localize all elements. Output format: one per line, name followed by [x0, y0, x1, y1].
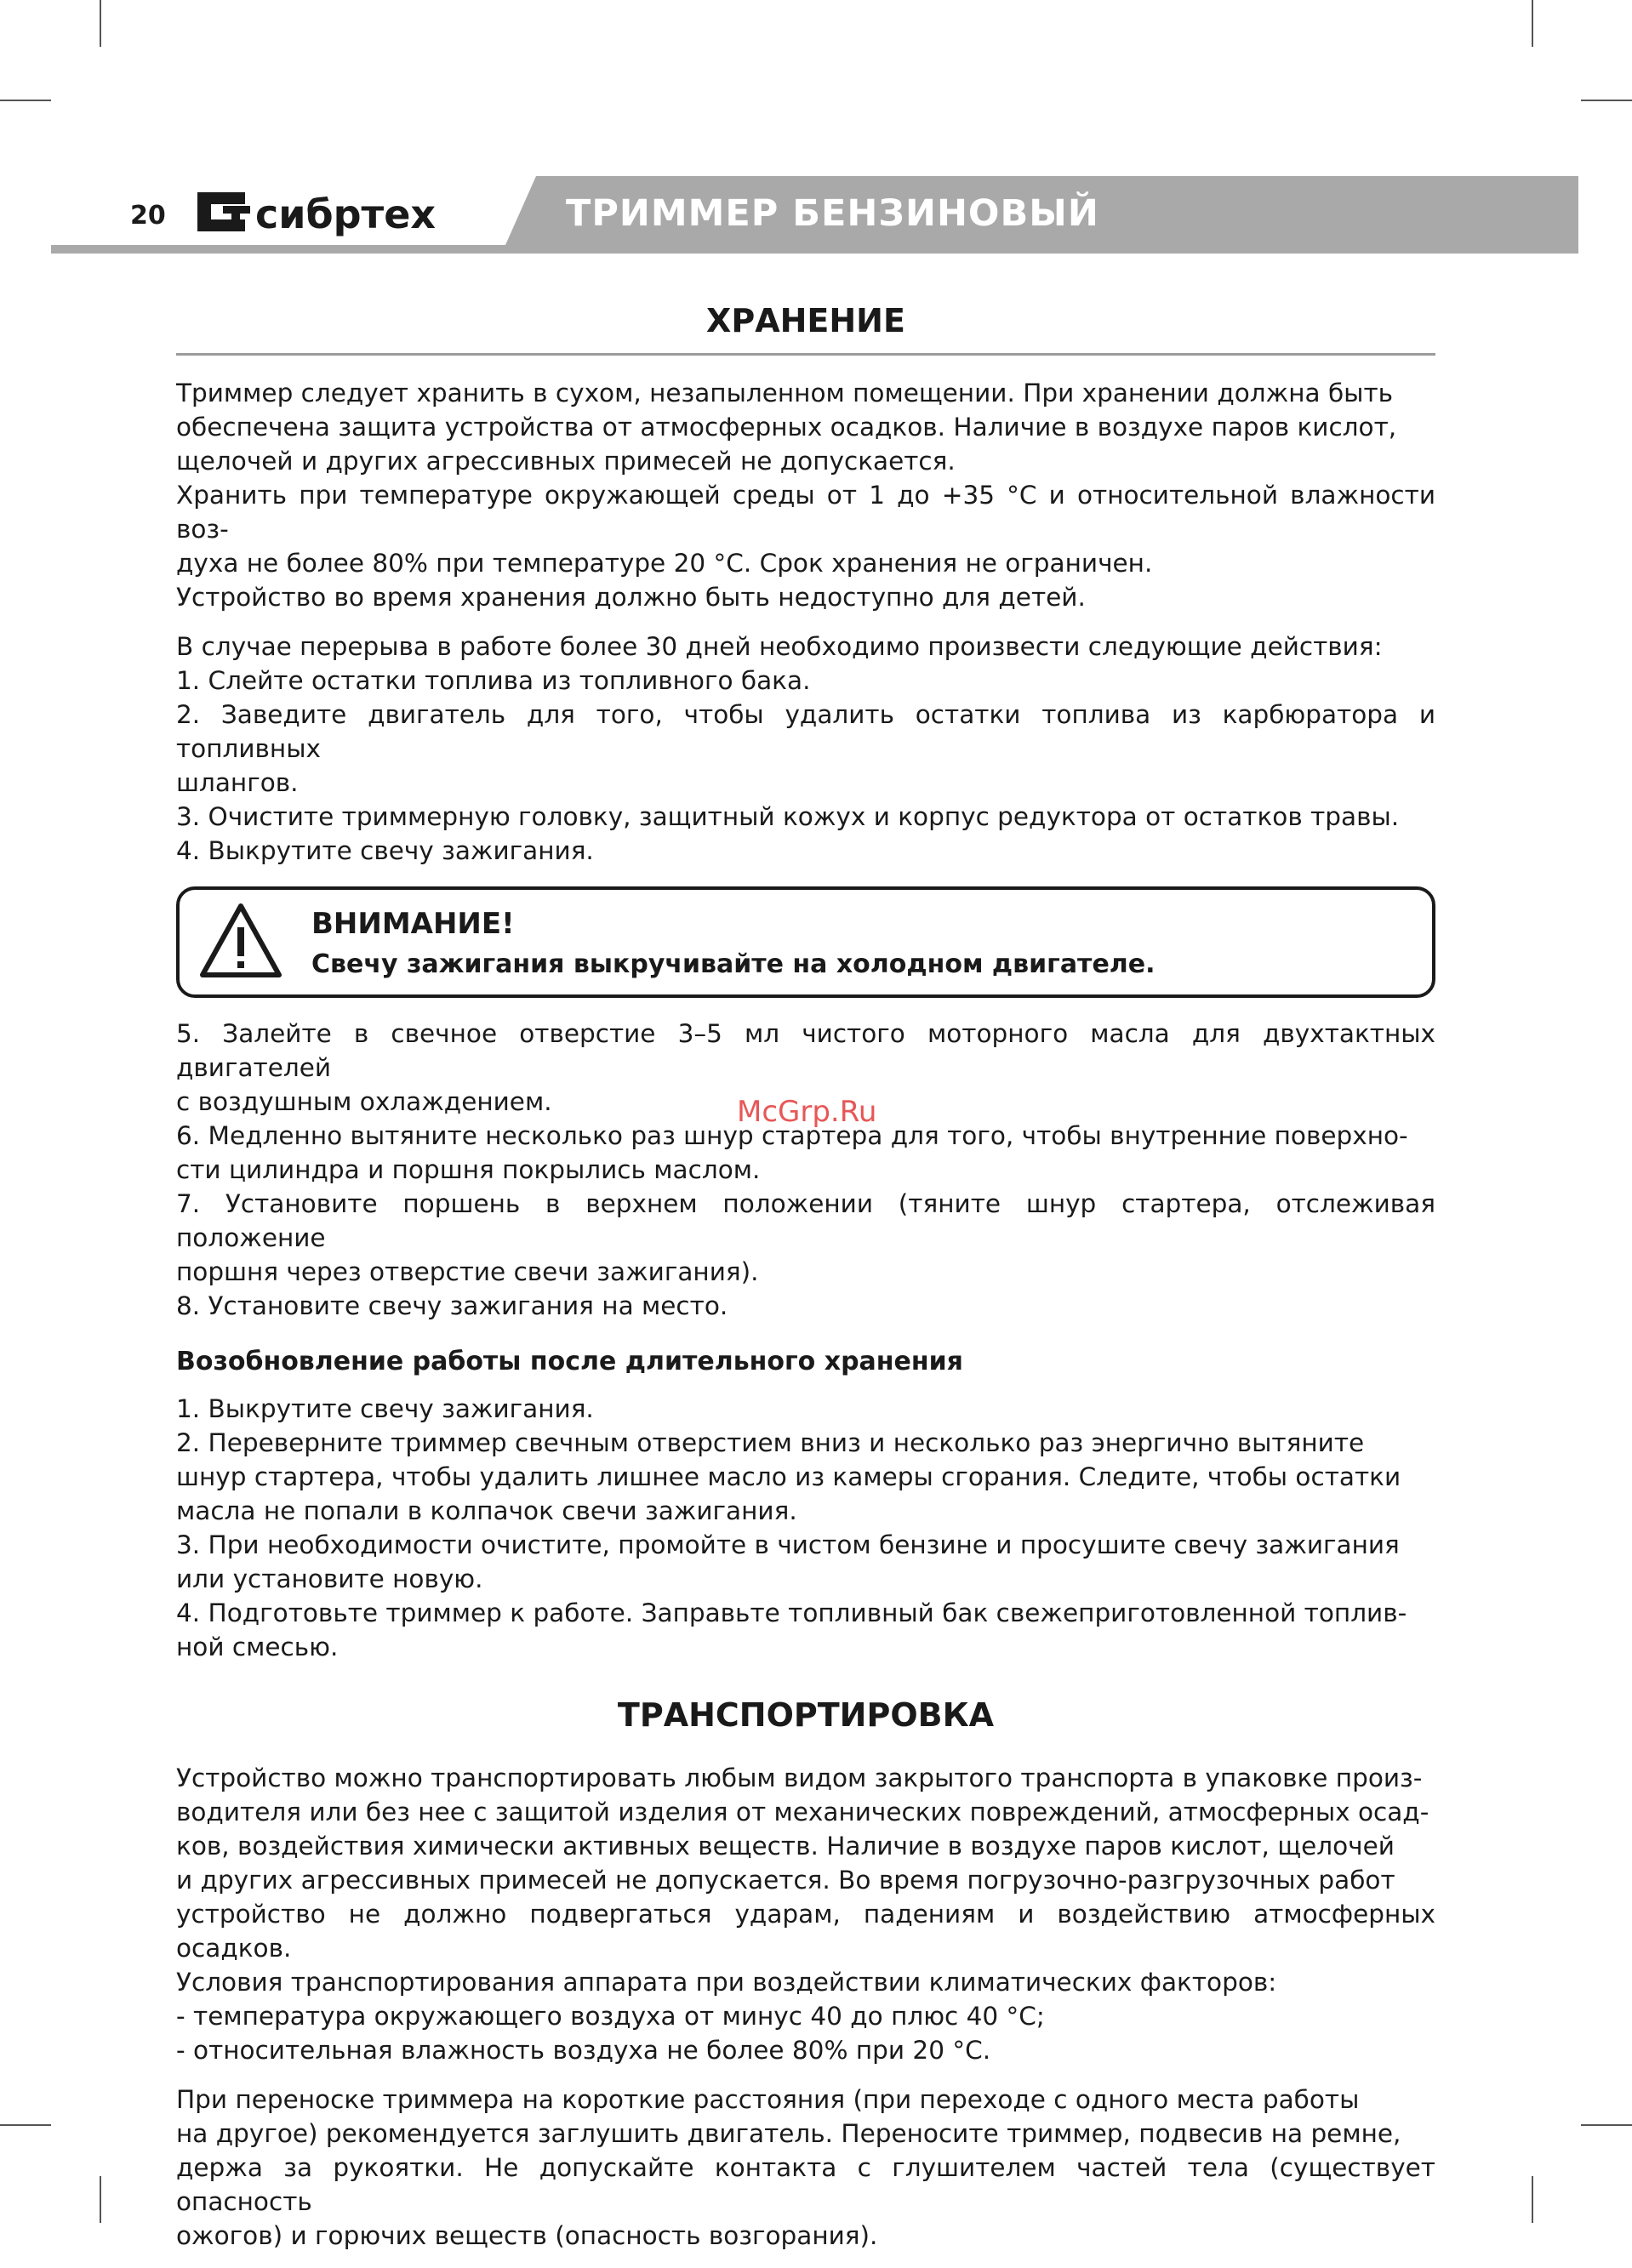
transport-paragraph-2: [176, 2083, 1435, 2253]
text-line: духа не более 80% при температуре 20 °С. Срок хранения не ограничен.: [176, 549, 1153, 578]
list-item: 2. Заведите двигатель для того, чтобы удалить остатки топлива из карбюратора и топливных: [176, 700, 1435, 763]
text-line: устройство не должно подвергаться ударам, падениям и воздействию атмосферных осадков.: [176, 1900, 1435, 1963]
list-item: 4. Выкрутите свечу зажигания.: [176, 836, 594, 865]
warning-triangle-icon: [198, 902, 283, 980]
page-content: [176, 302, 1435, 2268]
list-item: 4. Подготовьте триммер к работе. Заправьте топливный бак свежеприготовленной топлив-: [176, 1598, 1407, 1627]
watermark: McGrp.Ru: [737, 1095, 877, 1129]
text-line: на другое) рекомендуется заглушить двигатель. Переносите триммер, подвесив на ремне,: [176, 2119, 1401, 2148]
text-line: ной смесью.: [176, 1633, 339, 1661]
crop-mark: [1581, 2124, 1632, 2126]
crop-mark: [100, 2176, 101, 2223]
text-line: или установите новую.: [176, 1564, 483, 1593]
text-line: масла не попали в колпачок свечи зажигания.: [176, 1496, 797, 1525]
storage-steps-1: [176, 630, 1435, 868]
text-line: При переноске триммера на короткие расстояния (при переходе с одного места работы: [176, 2085, 1360, 2114]
crop-mark: [1532, 0, 1533, 47]
text-line: сти цилиндра и поршня покрылись маслом.: [176, 1155, 761, 1184]
list-item: - относительная влажность воздуха не более 80% при 20 °С.: [176, 2036, 991, 2065]
brand-name: сибртех: [255, 191, 437, 236]
text-line: В случае перерыва в работе более 30 дней необходимо произвести следующие действия:: [176, 632, 1383, 661]
text-line: Устройство можно транспортировать любым видом закрытого транспорта в упаковке произ-: [176, 1764, 1423, 1792]
list-item: 5. Залейте в свечное отверстие 3–5 мл чистого моторного масла для двухтактных двигателей: [176, 1019, 1435, 1082]
text-line: поршня через отверстие свечи зажигания).: [176, 1257, 759, 1286]
text-line: и других агрессивных примесей не допускается. Во время погрузочно-разгрузочных работ: [176, 1866, 1395, 1895]
resume-steps: [176, 1392, 1435, 1664]
storage-steps-2: [176, 1017, 1435, 1323]
text-line: водителя или без нее с защитой изделия от механических повреждений, атмосферных осад-: [176, 1798, 1429, 1826]
text-line: шнур стартера, чтобы удалить лишнее масло из камеры сгорания. Следите, чтобы остатки: [176, 1462, 1401, 1491]
crop-mark: [0, 100, 51, 101]
crop-mark: [100, 0, 101, 47]
list-item: 1. Выкрутите свечу зажигания.: [176, 1394, 594, 1423]
transport-paragraph-1: [176, 1761, 1435, 2067]
warning-text: Свечу зажигания выкручивайте на холодном двигателе.: [311, 949, 1156, 979]
text-line: Триммер следует хранить в сухом, незапыленном помещении. При хранении должна быть: [176, 379, 1394, 407]
text-line: обеспечена защита устройства от атмосферных осадков. Наличие в воздухе паров кислот,: [176, 413, 1397, 442]
storage-title: ХРАНЕНИЕ: [176, 302, 1435, 356]
transport-title: ТРАНСПОРТИРОВКА: [617, 1696, 995, 1734]
list-item: 3. При необходимости очистите, промойте в чистом бензине и просушите свечу зажигания: [176, 1530, 1400, 1559]
text-line: ков, воздействия химически активных веществ. Наличие в воздухе паров кислот, щелочей: [176, 1832, 1395, 1861]
crop-mark: [1581, 100, 1632, 101]
brand-logo: [194, 185, 458, 236]
text-line: щелочей и других агрессивных примесей не допускается.: [176, 447, 956, 476]
crop-mark: [1532, 2176, 1533, 2223]
list-item: 7. Установите поршень в верхнем положении (тяните шнур стартера, отслеживая положение: [176, 1189, 1435, 1252]
storage-paragraph-1: [176, 376, 1435, 614]
list-item: 2. Переверните триммер свечным отверстием вниз и несколько раз энергично вытяните: [176, 1428, 1365, 1457]
text-line: Условия транспортирования аппарата при воздействии климатических факторов:: [176, 1968, 1277, 1997]
text-line: держа за рукоятки. Не допускайте контакта с глушителем частей тела (существует опасность: [176, 2153, 1435, 2216]
resume-subheading: Возобновление работы после длительного хранения: [176, 1347, 963, 1376]
text-line: Хранить при температуре окружающей среды от 1 до +35 °С и относительной влажности воз-: [176, 481, 1435, 544]
warning-box: [176, 886, 1435, 998]
page-number: 20: [130, 201, 166, 231]
text-line: Устройство во время хранения должно быть недоступно для детей.: [176, 583, 1086, 612]
list-item: 3. Очистите триммерную головку, защитный кожух и корпус редуктора от остатков травы.: [176, 802, 1400, 831]
list-item: 1. Слейте остатки топлива из топливного бака.: [176, 666, 811, 695]
list-item: 6. Медленно вытяните несколько раз шнур стартера для того, чтобы внутренние поверхно-: [176, 1121, 1408, 1150]
header-title: ТРИММЕР БЕНЗИНОВЫЙ: [566, 192, 1099, 235]
warning-title: ВНИМАНИЕ!: [311, 907, 515, 941]
list-item: - температура окружающего воздуха от минус 40 до плюс 40 °С;: [176, 2002, 1045, 2031]
text-line: с воздушным охлаждением.: [176, 1087, 552, 1116]
text-line: шлангов.: [176, 768, 299, 797]
crop-mark: [0, 2124, 51, 2126]
list-item: 8. Установите свечу зажигания на место.: [176, 1291, 728, 1320]
text-line: ожогов) и горючих веществ (опасность возгорания).: [176, 2221, 878, 2250]
brand-logo-mark-icon: [194, 185, 458, 236]
